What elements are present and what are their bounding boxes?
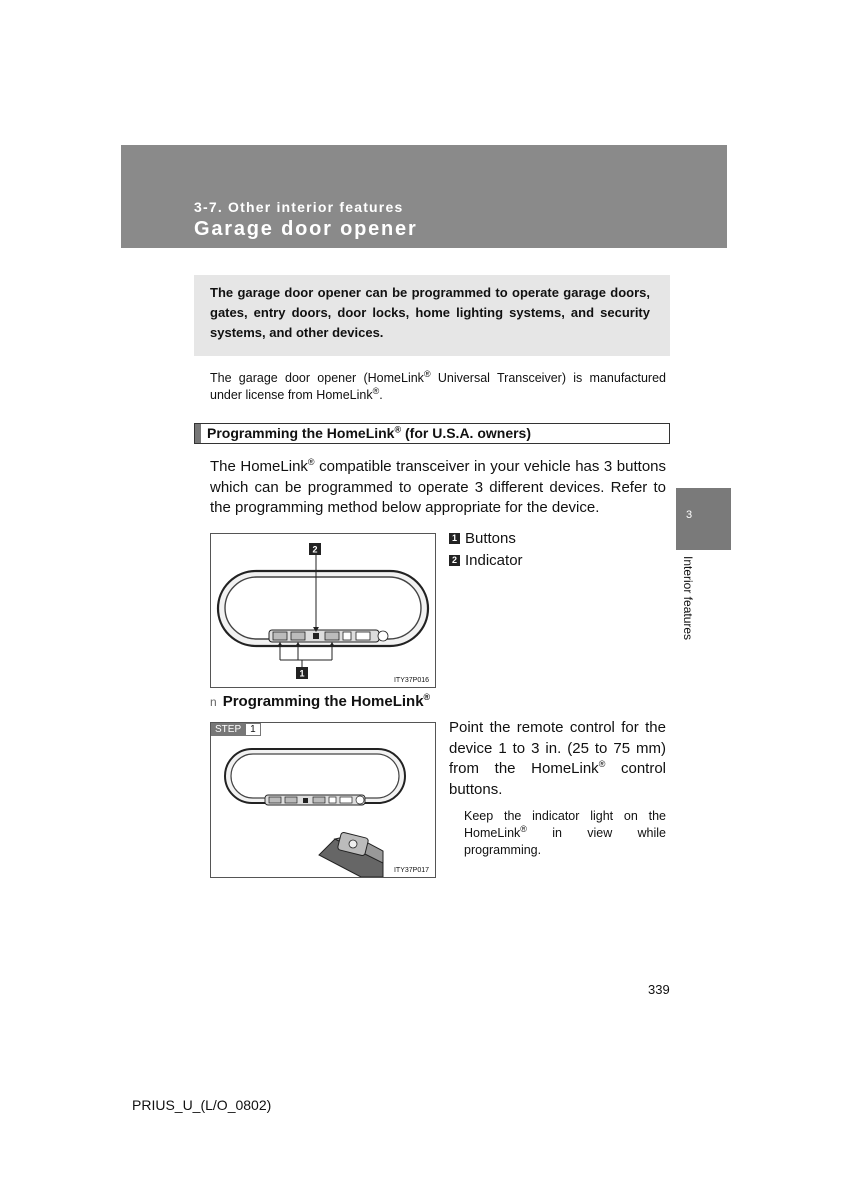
indicator-light: [313, 633, 319, 639]
callout-label: Indicator: [465, 552, 523, 569]
license-note: [210, 370, 666, 404]
body-text-2: compatible transceiver in your vehicle has 3 buttons which can be programmed to operate 3 different devices. Refer to the programming method below appropriate for the device.: [210, 458, 667, 516]
body-paragraph: [210, 457, 666, 519]
subheading-text-2: (for U.S.A. owners): [401, 425, 532, 441]
step-badge-label: STEP: [211, 723, 245, 736]
registered-mark: ®: [423, 368, 431, 379]
registered-mark: ®: [307, 457, 315, 467]
intro-text: The garage door opener can be programmed to operate garage doors, gates, entry doors, door locks, home lighting systems, and security systems, and other devices.: [210, 285, 650, 340]
bullet-text: Programming the HomeLink: [222, 693, 424, 710]
step-figure: [210, 722, 436, 878]
body-text-1: The HomeLink: [210, 458, 308, 475]
chapter-tab-label: Interior features: [681, 556, 695, 641]
registered-mark: ®: [598, 759, 606, 769]
registered-mark: ®: [394, 424, 402, 435]
step-text-1: Point the remote control for the device 1 to 3 in. (25 to 75 mm) from the HomeLink: [449, 719, 666, 777]
callout-number: 1: [449, 533, 460, 544]
subheading-bar: [195, 424, 201, 443]
callout-number: 2: [449, 555, 460, 566]
callout-2-label: 2: [312, 544, 318, 555]
intro-box: [194, 275, 670, 356]
step-illustration: [211, 723, 435, 877]
step-instruction: [449, 718, 666, 800]
callout-label: Buttons: [465, 530, 516, 547]
subheading-box: [194, 423, 670, 444]
step-note-text-1: Keep the indicator light on the HomeLink: [464, 809, 666, 840]
note-text-1: The garage door opener (HomeLink: [210, 371, 424, 385]
homelink-button-1: [273, 632, 287, 640]
remote-control: [319, 832, 383, 877]
mirror-figure: [210, 533, 436, 688]
section-label: 3-7. Other interior features: [194, 199, 404, 215]
callout-item: [449, 530, 523, 547]
registered-mark: ®: [423, 692, 431, 702]
homelink-button-2: [291, 632, 305, 640]
bullet-heading: [210, 693, 430, 710]
step-text-2: control buttons.: [449, 760, 666, 798]
footer-code: PRIUS_U_(L/O_0802): [132, 1097, 272, 1113]
figure-code: ITY37P017: [393, 867, 429, 874]
step-note-text-2: in view while programming.: [464, 826, 666, 857]
callout-legend: [449, 530, 523, 574]
figure-code: ITY37P016: [393, 677, 429, 684]
note-text-3: .: [379, 388, 383, 402]
step-note: [464, 808, 666, 859]
bullet-marker: n: [210, 695, 217, 709]
step-badge: [211, 723, 261, 736]
registered-mark: ®: [520, 823, 527, 834]
homelink-button-3: [325, 632, 339, 640]
subheading-text-1: Programming the HomeLink: [207, 425, 395, 441]
mirror-illustration: [211, 534, 435, 687]
callout-1-label: 1: [299, 668, 305, 679]
chapter-tab-number: 3: [686, 509, 693, 521]
step-badge-number: 1: [245, 723, 261, 736]
page-title: Garage door opener: [194, 218, 418, 240]
chapter-tab: [676, 488, 731, 550]
page-number: 339: [648, 982, 670, 997]
note-text-2: Universal Transceiver) is manufactured under license from HomeLink: [210, 371, 666, 402]
chapter-header: [121, 145, 727, 248]
registered-mark: ®: [372, 385, 380, 396]
subheading: [207, 425, 531, 441]
callout-item: [449, 552, 523, 569]
